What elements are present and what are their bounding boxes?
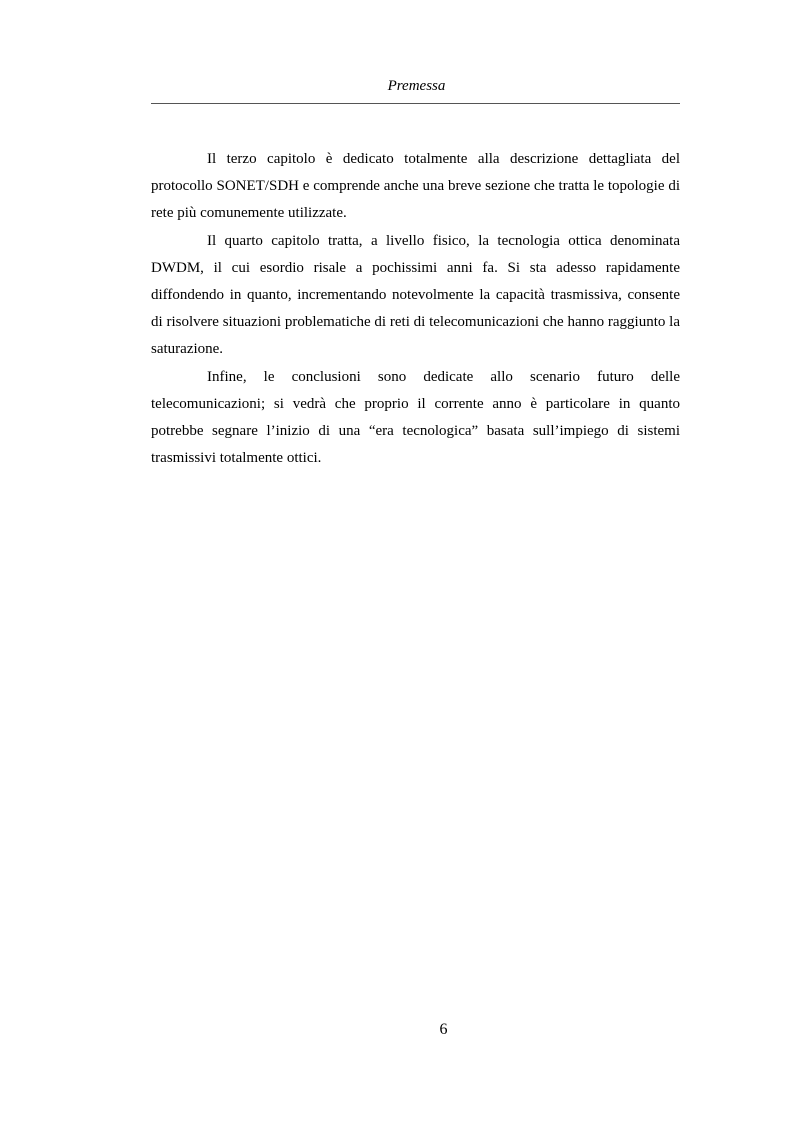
running-header: Premessa [387, 78, 446, 94]
header-divider [151, 103, 680, 104]
paragraph-conclusions: Infine, le conclusioni sono dedicate allo scenario futuro delle telecomunicazioni; si vedrà che proprio il corrente anno è particolare in quanto potrebbe segnare l’inizio di una “era tecnologica” basata sull’impiego di sistemi trasmissivi totalmente ottici. [151, 368, 680, 467]
paragraph-fourth-chapter: Il quarto capitolo tratta, a livello fisico, la tecnologia ottica denominata DWDM, il cui esordio risale a pochissimi anni fa. Si sta adesso rapidamente diffondendo in quanto, incrementando notevolmente la capacità trasmissiva, consente di risolvere situazioni problematiche di reti di telecomunicazioni che hanno raggiunto la saturazione. [151, 232, 680, 358]
main-text [151, 146, 680, 472]
paragraph-third-chapter: Il terzo capitolo è dedicato totalmente alla descrizione dettagliata del protocollo SONET/SDH e comprende anche una breve sezione che tratta le topologie di rete più comunemente utilizzate. [151, 151, 680, 222]
page-number: 6 [439, 1021, 448, 1038]
